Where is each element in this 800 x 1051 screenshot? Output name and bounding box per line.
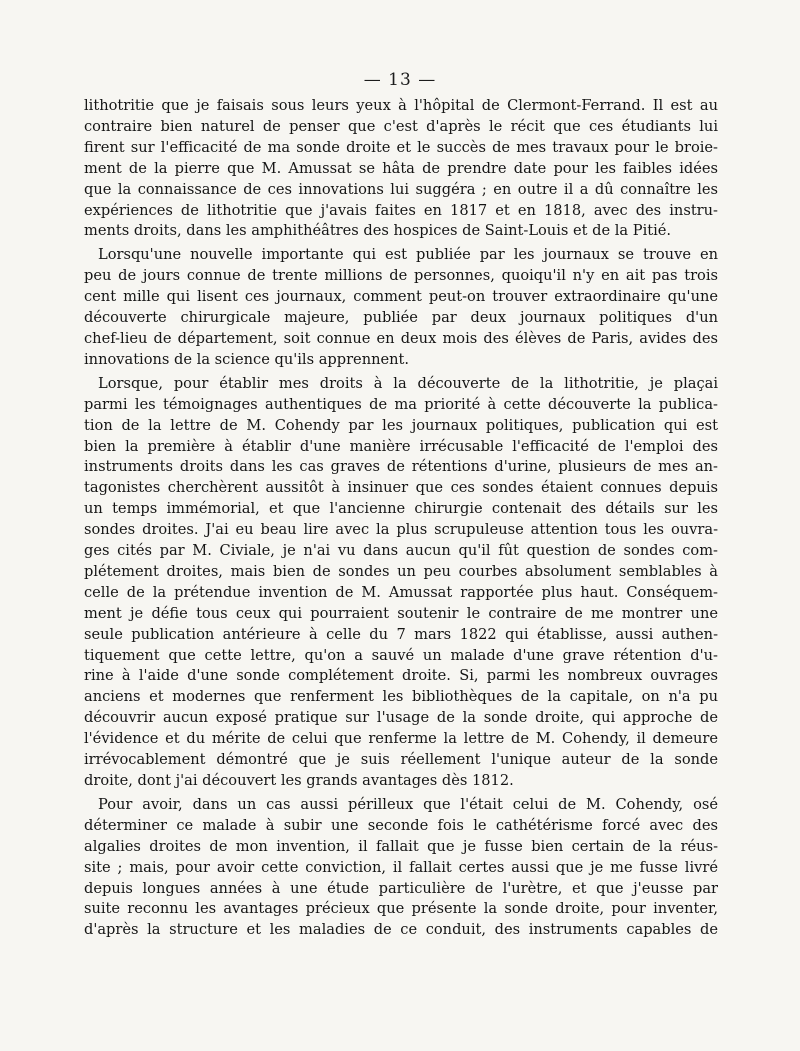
text-line: suite reconnu les avantages précieux que présente la sonde droite, pour inventer, bbox=[84, 900, 718, 918]
text-line: seule publication antérieure à celle du 7 mars 1822 qui établisse, aussi authen- bbox=[84, 625, 718, 643]
paragraph-4 bbox=[84, 795, 718, 941]
text-line: site ; mais, pour avoir cette conviction, il fallait certes aussi que je me fusse livré bbox=[84, 858, 718, 876]
paragraph-1 bbox=[84, 96, 718, 242]
paragraph-3 bbox=[84, 374, 718, 792]
text-line: rine à l'aide d'une sonde complétement droite. Si, parmi les nombreux ouvrages bbox=[84, 667, 718, 685]
text-line: découverte chirurgicale majeure, publiée par deux journaux politiques d'un bbox=[84, 309, 718, 327]
text-line: ment de la pierre que M. Amussat se hâta de prendre date pour les faibles idées bbox=[84, 159, 718, 177]
text-line: instruments droits dans les cas graves de rétentions d'urine, plusieurs de mes an- bbox=[84, 458, 718, 476]
text-line: peu de jours connue de trente millions de personnes, quoiqu'il n'y en ait pas trois bbox=[84, 267, 718, 285]
text-line: tion de la lettre de M. Cohendy par les journaux politiques, publication qui est bbox=[84, 416, 718, 434]
text-line: ges cités par M. Civiale, je n'ai vu dans aucun qu'il fût question de sondes com- bbox=[84, 542, 718, 560]
text-line: d'après la structure et les maladies de ce conduit, des instruments capables de bbox=[84, 921, 718, 939]
text-line: tiquement que cette lettre, qu'on a sauvé un malade d'une grave rétention d'u- bbox=[84, 646, 718, 664]
text-line: plétement droites, mais bien de sondes un peu courbes absolument semblables à bbox=[84, 562, 718, 580]
text-line: anciens et modernes que renferment les bibliothèques de la capitale, on n'a pu bbox=[84, 688, 718, 706]
text-line: contraire bien naturel de penser que c'est d'après le récit que ces étudiants lui bbox=[84, 117, 718, 135]
paragraph-2 bbox=[84, 245, 718, 370]
text-line: droite, dont j'ai découvert les grands avantages dès 1812. bbox=[84, 772, 514, 789]
text-line: découvrir aucun exposé pratique sur l'usage de la sonde droite, qui approche de bbox=[84, 709, 718, 727]
text-line: bien la première à établir d'une manière irrécusable l'efficacité de l'emploi des bbox=[84, 437, 718, 455]
text-line: algalies droites de mon invention, il fallait que je fusse bien certain de la réus- bbox=[84, 837, 718, 855]
text-line: parmi les témoignages authentiques de ma priorité à cette découverte la publica- bbox=[84, 395, 718, 413]
text-line: ments droits, dans les amphithéâtres des hospices de Saint-Louis et de la Pitié. bbox=[84, 222, 672, 240]
text-line: irrévocablement démontré que je suis réellement l'unique auteur de la sonde bbox=[84, 751, 718, 769]
text-line: cent mille qui lisent ces journaux, comment peut-on trouver extraordinaire qu'une bbox=[84, 288, 718, 306]
text-line: innovations de la science qu'ils apprennent. bbox=[84, 350, 410, 368]
text-line: depuis longues années à une étude particulière de l'urètre, et que j'eusse par bbox=[84, 879, 718, 897]
text-line: expériences de lithotritie que j'avais faites en 1817 et en 1818, avec des instru- bbox=[84, 201, 718, 219]
text-line: un temps immémorial, et que l'ancienne chirurgie contenait des détails sur les bbox=[84, 500, 718, 518]
text-line: déterminer ce malade à subir une seconde fois le cathétérisme forcé avec des bbox=[84, 816, 718, 834]
page-number: — 13 — bbox=[363, 70, 437, 90]
text-line: que la connaissance de ces innovations lui suggéra ; en outre il a dû connaître les bbox=[84, 180, 718, 198]
text-line: lithotritie que je faisais sous leurs yeux à l'hôpital de Clermont-Ferrand. Il est au bbox=[84, 97, 718, 114]
text-line: Pour avoir, dans un cas aussi périlleux que l'était celui de M. Cohendy, osé bbox=[98, 795, 718, 813]
text-line: ment je défie tous ceux qui pourraient soutenir le contraire de me montrer une bbox=[84, 604, 718, 622]
text-line: Lorsque, pour établir mes droits à la découverte de la lithotritie, je plaçai bbox=[98, 374, 718, 392]
text-line: celle de la prétendue invention de M. Amussat rapportée plus haut. Conséquem- bbox=[84, 583, 718, 601]
text-line: Lorsqu'une nouvelle importante qui est publiée par les journaux se trouve en bbox=[98, 246, 718, 264]
text-line: tagonistes cherchèrent aussitôt à insinuer que ces sondes étaient connues depuis bbox=[84, 479, 718, 497]
body-text bbox=[84, 96, 718, 944]
text-line: chef-lieu de département, soit connue en deux mois des élèves de Paris, avides des bbox=[84, 329, 718, 347]
text-line: firent sur l'efficacité de ma sonde droite et le succès de mes travaux pour le broie- bbox=[84, 138, 718, 156]
text-line: sondes droites. J'ai eu beau lire avec la plus scrupuleuse attention tous les ouvra- bbox=[84, 521, 718, 539]
text-line: l'évidence et du mérite de celui que renferme la lettre de M. Cohendy, il demeure bbox=[84, 730, 718, 748]
